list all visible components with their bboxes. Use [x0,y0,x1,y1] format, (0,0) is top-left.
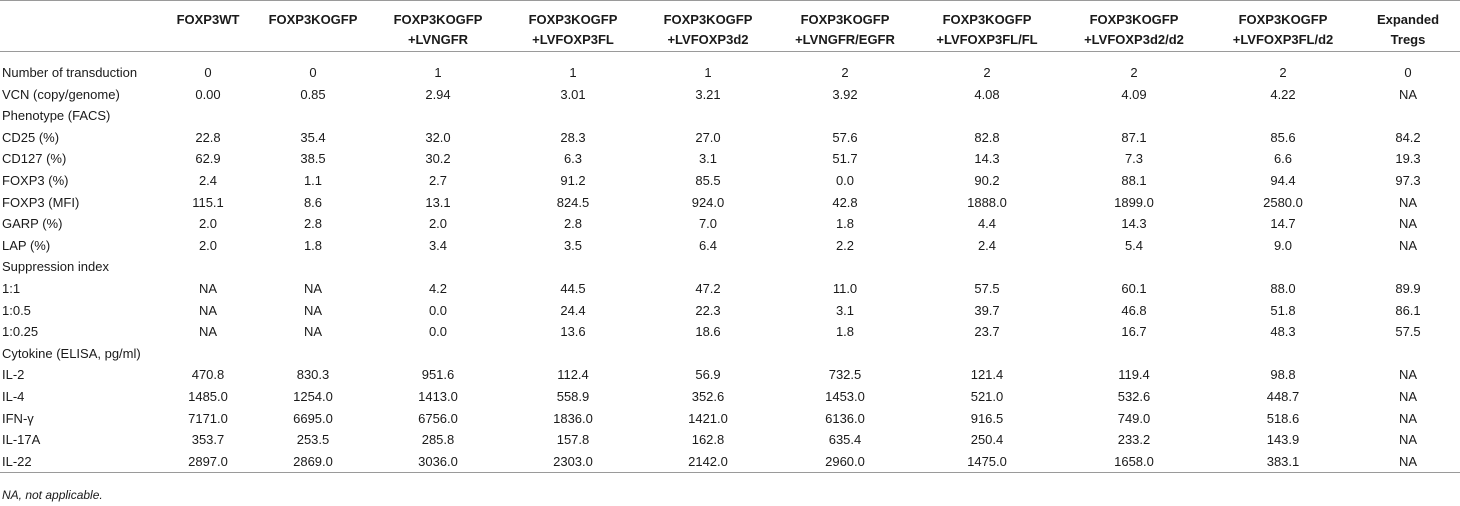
header-line1: FOXP3KOGFP [800,12,890,27]
table-row [0,213,1460,235]
table-cell: NA [198,280,218,296]
table-cell: 2897.0 [162,451,254,473]
table-cell: 56.9 [695,367,721,383]
table-cell: 14.7 [1270,216,1296,232]
table-cell: 115.1 [192,194,224,210]
header-line1: FOXP3KOGFP [942,12,1032,27]
table-cell: 1.8 [303,237,323,253]
table-cell [1058,256,1210,278]
table-cell: 0.0 [428,302,448,318]
header-line1: FOXP3KOGFP [393,12,483,27]
table-cell: 94.4 [1270,172,1296,188]
row-label: Phenotype (FACS) [2,108,111,124]
header-row [0,1,1460,52]
table-cell: 233.2 [1117,432,1151,448]
header-cell [372,1,504,52]
header-cell [916,1,1058,52]
table-cell: 143.9 [1266,432,1300,448]
table-cell [1356,105,1460,127]
table-cell: NA [1356,451,1460,473]
table-cell: 14.3 [1121,216,1147,232]
table-cell [916,256,1058,278]
table-cell: 119.4 [1118,367,1150,383]
table-cell: 6756.0 [418,410,458,426]
table-row [0,170,1460,192]
table-cell: 82.8 [974,129,1000,145]
table-cell: 1.8 [835,324,855,340]
table-cell: NA [1398,388,1418,404]
table-cell: 448.7 [1266,388,1300,404]
row-label: IL-22 [0,451,162,473]
table-body [0,52,1460,473]
table-cell: 3.01 [560,86,586,102]
table-cell: NA [303,302,323,318]
row-label: CD25 (%) [2,129,60,145]
table-cell: 2.0 [198,237,218,253]
table-row [0,386,1460,408]
table-cell: 6.4 [698,237,718,253]
table-cell: 824.5 [556,194,590,210]
header-cell [642,1,774,52]
table-row [0,408,1460,430]
table-cell: 6695.0 [293,410,333,426]
table-cell: 98.8 [1270,367,1296,383]
table-cell: NA [1398,194,1418,210]
table-cell: 60.1 [1121,280,1147,296]
table-cell: 89.9 [1395,280,1421,296]
table-cell [1058,105,1210,127]
table-cell: 51.8 [1270,302,1296,318]
table-cell: 32.0 [425,129,451,145]
table-cell [916,105,1058,127]
table-cell: 1 [569,65,577,80]
row-label: Number of transduction [2,65,138,80]
header-line2: +LVFOXP3FL/d2 [1232,32,1334,47]
table-cell: 87.1 [1121,129,1147,145]
table-row [0,321,1460,343]
table-cell: 1 [704,65,712,80]
header-line2: +LVFOXP3d2/d2 [1084,32,1184,47]
table-cell: 84.2 [1395,129,1421,145]
row-label: GARP (%) [2,216,63,232]
row-label: FOXP3 (%) [2,172,69,188]
header-line1: FOXP3KOGFP [1238,12,1328,27]
header-line2: +LVFOXP3d2 [667,32,749,47]
table-cell: 1453.0 [825,388,865,404]
table-cell: 3036.0 [372,451,504,473]
table-cell: 470.8 [191,367,225,383]
table-cell: 2303.0 [504,451,642,473]
table-cell: 1836.0 [553,410,593,426]
table-cell: 2.4 [977,237,997,253]
table-cell: 19.3 [1395,151,1421,167]
table-cell: NA [1398,410,1418,426]
table-cell [774,105,916,127]
table-cell: 3.21 [695,86,721,102]
table-cell [372,256,504,278]
table-row [0,127,1460,149]
table-cell: 521.0 [970,388,1004,404]
table-cell: 162.8 [691,432,725,448]
table-cell: 121.4 [970,367,1004,383]
table-cell: 2 [983,65,991,80]
table-cell [254,256,372,278]
row-label: IL-17A [2,432,41,448]
table-cell: 88.1 [1121,172,1147,188]
table-cell [162,105,254,127]
table-cell: 3.1 [698,151,718,167]
table-footnote: NA, not applicable. [2,488,103,502]
table-cell: 51.7 [832,151,858,167]
table-cell [504,256,642,278]
table-cell: NA [198,302,218,318]
header-line1: FOXP3KOGFP [528,12,618,27]
table-row [0,62,1460,84]
table-row [0,343,1460,365]
header-cell [1356,1,1460,52]
header-cell [162,1,254,52]
table-cell: 518.6 [1266,410,1300,426]
table-cell: 46.8 [1121,302,1147,318]
table-cell: 42.8 [832,194,858,210]
table-cell [254,343,372,365]
table-cell: 2869.0 [254,451,372,473]
header-line2: Tregs [1390,32,1426,47]
table-cell: NA [1398,432,1418,448]
table-cell: 85.5 [695,172,721,188]
table-cell: 48.3 [1270,324,1296,340]
table-cell: 2.0 [428,216,448,232]
table-cell: 383.1 [1210,451,1356,473]
table-cell: 57.5 [974,280,1000,296]
table-cell: 0.0 [428,324,448,340]
table-row [0,300,1460,322]
table-cell [372,105,504,127]
row-label: LAP (%) [2,237,51,253]
table-cell: 39.7 [974,302,1000,318]
table-row [0,105,1460,127]
table-cell [162,343,254,365]
table-cell: 2142.0 [642,451,774,473]
header-cell [774,1,916,52]
table-cell: 23.7 [974,324,1000,340]
row-label: VCN (copy/genome) [2,86,120,102]
table-cell: 0.85 [300,86,326,102]
table-cell: NA [1398,237,1418,253]
table-cell: 2 [1130,65,1138,80]
table-cell: 47.2 [695,280,721,296]
table-cell: NA [303,280,323,296]
table-cell: 2.4 [198,172,218,188]
table-cell: 1254.0 [293,388,333,404]
header-line1: FOXP3KOGFP [1089,12,1179,27]
row-label: 1:1 [2,280,21,296]
table-cell: NA [1398,86,1418,102]
table-row [0,84,1460,106]
table-cell: 2.8 [303,216,323,232]
table-cell: 6.6 [1273,151,1293,167]
row-label: FOXP3 (MFI) [2,194,80,210]
header-line1: FOXP3KOGFP [268,12,358,27]
table-cell: 1658.0 [1058,451,1210,473]
table-cell [774,256,916,278]
table-cell: 532.6 [1117,388,1151,404]
table-cell: 62.9 [195,151,221,167]
header-line2: +LVNGFR/EGFR [795,32,895,47]
table-cell: 2 [841,65,849,80]
table-row [0,364,1460,386]
table-cell: 38.5 [300,151,326,167]
table-cell: 749.0 [1117,410,1151,426]
table-cell: 732.5 [828,367,862,383]
table-cell: 7171.0 [188,410,228,426]
table-cell [162,256,254,278]
table-cell: 91.2 [560,172,586,188]
header-cell-label [0,1,162,52]
table-cell: 916.5 [970,410,1004,426]
table-cell: 86.1 [1395,302,1421,318]
table-cell: 0.00 [195,86,221,102]
header-line2: +LVFOXP3FL/FL [936,32,1038,47]
table-cell: 85.6 [1270,129,1296,145]
table-cell: 22.3 [695,302,721,318]
table-cell: 4.09 [1121,86,1147,102]
table-cell [254,105,372,127]
header-cell [1058,1,1210,52]
table-cell: 924.0 [691,194,725,210]
spacer-row [0,52,1460,63]
row-label: CD127 (%) [2,151,67,167]
table-row [0,429,1460,451]
table-cell: 11.0 [832,280,858,296]
table-cell: 1475.0 [916,451,1058,473]
header-cell [1210,1,1356,52]
table-cell: 1413.0 [418,388,458,404]
table-cell: 57.6 [832,129,858,145]
table-cell: NA [303,324,323,340]
table-cell: 353.7 [191,432,225,448]
table-cell: 28.3 [560,129,586,145]
table-row [0,192,1460,214]
table-cell: 4.4 [977,216,997,232]
table-cell: 3.1 [835,302,855,318]
table-cell: 1 [434,65,442,80]
table-cell: 1485.0 [188,388,228,404]
table-cell [504,343,642,365]
table-cell: 3.92 [832,86,858,102]
table-cell: 352.6 [691,388,725,404]
table-cell [642,256,774,278]
table-cell: 1.8 [835,216,855,232]
table-cell: 1888.0 [967,194,1007,210]
table-cell: 9.0 [1273,237,1293,253]
table-cell: 57.5 [1395,324,1421,340]
table-cell: 0 [204,65,212,80]
table-cell: 97.3 [1395,172,1421,188]
table-cell [1356,343,1460,365]
table-cell: 13.1 [425,194,451,210]
table-cell: NA [1398,216,1418,232]
table-cell: 35.4 [300,129,326,145]
table-cell: 7.0 [698,216,718,232]
table-cell: 24.4 [560,302,586,318]
table-cell: 0 [1404,65,1412,80]
table-cell: 3.5 [563,237,583,253]
table-cell: 44.5 [560,280,586,296]
table-cell: 0.0 [835,172,855,188]
table-cell: 2.94 [425,86,451,102]
table-row [0,148,1460,170]
table-cell: NA [1398,367,1418,383]
table-cell: 0 [309,65,317,80]
header-line1: FOXP3WT [176,12,240,27]
table-cell: 1899.0 [1114,194,1154,210]
header-line1: Expanded [1376,12,1440,27]
table-cell: 558.9 [556,388,590,404]
table-cell: 90.2 [974,172,1000,188]
table-cell: 88.0 [1270,280,1296,296]
table-cell: 285.8 [421,432,455,448]
row-label: IL-2 [2,367,25,383]
table-cell: 951.6 [421,367,455,383]
table-cell: 2.0 [198,216,218,232]
table-cell [774,343,916,365]
table-row [0,451,1460,473]
row-label: Cytokine (ELISA, pg/ml) [2,345,141,361]
table-cell: 13.6 [560,324,586,340]
header-cell [504,1,642,52]
table-cell: 27.0 [695,129,721,145]
table-row [0,256,1460,278]
spacer-cell [0,52,1460,63]
table-cell [372,343,504,365]
table-cell: 157.8 [556,432,590,448]
table-cell: NA [198,324,218,340]
table-cell: 22.8 [195,129,221,145]
table-cell: 4.22 [1270,86,1296,102]
row-label: 1:0.25 [2,324,39,340]
header-line1: FOXP3KOGFP [663,12,753,27]
table-cell: 830.3 [296,367,330,383]
table-cell [1210,343,1356,365]
table-cell: 8.6 [303,194,323,210]
table-cell: 4.08 [974,86,1000,102]
table-cell [642,343,774,365]
table-cell: 7.3 [1124,151,1144,167]
table-cell: 6136.0 [825,410,865,426]
header-cell [254,1,372,52]
table-cell: 112.4 [557,367,589,383]
header-line2: +LVNGFR [407,32,469,47]
row-label: 1:0.5 [2,302,31,318]
header-line2: +LVFOXP3FL [532,32,614,47]
table-row [0,235,1460,257]
table-cell: 250.4 [970,432,1004,448]
table-cell [916,343,1058,365]
table-cell: 3.4 [428,237,448,253]
table-cell [1210,256,1356,278]
table-row [0,278,1460,300]
row-label: IL-4 [2,388,25,404]
table-cell: 2.8 [563,216,583,232]
table-cell [642,105,774,127]
table-cell: 2.2 [835,237,855,253]
row-label: IFN-γ [2,410,34,426]
table-cell [504,105,642,127]
table-cell: 2580.0 [1263,194,1303,210]
table-cell: 16.7 [1121,324,1147,340]
table-cell: 14.3 [974,151,1000,167]
table-cell: 18.6 [695,324,721,340]
table-cell [1058,343,1210,365]
table-cell: 253.5 [296,432,330,448]
row-label: Suppression index [2,259,109,275]
table-cell: 4.2 [428,280,448,296]
table-cell: 2960.0 [774,451,916,473]
table-cell [1356,256,1460,278]
table-cell: 6.3 [563,151,583,167]
table-cell: 5.4 [1124,237,1144,253]
table-cell: 1.1 [303,172,323,188]
table-cell: 2 [1279,65,1287,80]
table-cell [1210,105,1356,127]
table-cell: 635.4 [828,432,862,448]
table-cell: 1421.0 [688,410,728,426]
table-cell: 2.7 [428,172,448,188]
table-cell: 30.2 [425,151,451,167]
